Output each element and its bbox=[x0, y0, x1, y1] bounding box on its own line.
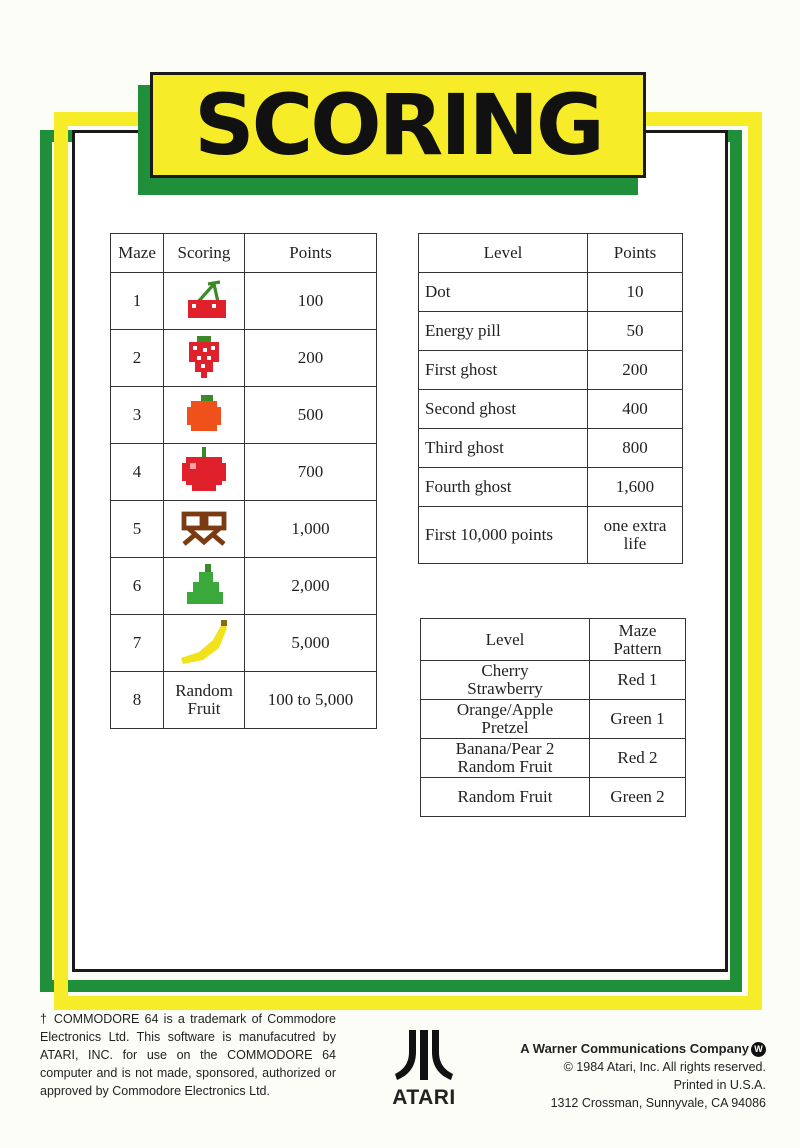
level-name: Dot bbox=[419, 273, 588, 312]
table-row bbox=[421, 700, 686, 739]
points-value: 1,600 bbox=[588, 468, 683, 507]
pear-icon bbox=[183, 564, 225, 608]
fruit-cell bbox=[164, 615, 245, 672]
maze-number: 3 bbox=[111, 387, 164, 444]
fruit-scoring-table bbox=[110, 233, 377, 729]
company-name: A Warner Communications Company bbox=[520, 1041, 749, 1056]
trademark-notice: † COMMODORE 64 is a trademark of Commodore Electronics Ltd. This software is manufacutred by ATARI, INC. for use on the COMMODORE 64 computer and is not made, sponsored, authorized or approved by Commodore Electronics Ltd. bbox=[40, 1012, 336, 1098]
level-name: First ghost bbox=[419, 351, 588, 390]
column-header-scoring: Scoring bbox=[164, 234, 245, 273]
maze-pattern: Red 2 bbox=[590, 739, 686, 778]
level-name: Second ghost bbox=[419, 390, 588, 429]
table-header-row bbox=[421, 619, 686, 661]
maze-pattern: Green 1 bbox=[590, 700, 686, 739]
company-line bbox=[486, 1040, 766, 1058]
table-row bbox=[111, 558, 377, 615]
points-value: 50 bbox=[588, 312, 683, 351]
copyright: © 1984 Atari, Inc. All rights reserved. bbox=[563, 1060, 766, 1074]
table-row bbox=[421, 778, 686, 817]
points-value: 200 bbox=[245, 330, 377, 387]
maze-pattern: Red 1 bbox=[590, 661, 686, 700]
points-value: 100 bbox=[245, 273, 377, 330]
level-name: Third ghost bbox=[419, 429, 588, 468]
table-row bbox=[111, 387, 377, 444]
points-value: 5,000 bbox=[245, 615, 377, 672]
level-name: Random Fruit bbox=[421, 778, 590, 817]
page-title: SCORING bbox=[194, 76, 602, 174]
table-header-row bbox=[419, 234, 683, 273]
fruit-cell bbox=[164, 444, 245, 501]
table-row bbox=[111, 501, 377, 558]
table-row bbox=[419, 312, 683, 351]
maze-pattern-table bbox=[420, 618, 686, 817]
points-value: 10 bbox=[588, 273, 683, 312]
table-row bbox=[419, 390, 683, 429]
strawberry-icon bbox=[183, 336, 225, 380]
fruit-cell bbox=[164, 501, 245, 558]
fruit-cell bbox=[164, 387, 245, 444]
table-row bbox=[419, 507, 683, 564]
points-value: one extra life bbox=[588, 507, 683, 564]
apple-icon bbox=[180, 447, 228, 497]
column-header-points: Points bbox=[588, 234, 683, 273]
ghost-points-table bbox=[418, 233, 683, 564]
banana-icon bbox=[179, 620, 229, 666]
title-banner bbox=[150, 72, 646, 178]
column-header-level: Level bbox=[421, 619, 590, 661]
logo-wordmark: ATARI bbox=[392, 1086, 456, 1109]
level-name: Banana/Pear 2 Random Fruit bbox=[421, 739, 590, 778]
maze-number: 1 bbox=[111, 273, 164, 330]
fruit-cell bbox=[164, 330, 245, 387]
maze-number: 7 bbox=[111, 615, 164, 672]
table-row bbox=[111, 672, 377, 729]
table-row bbox=[419, 273, 683, 312]
address: 1312 Crossman, Sunnyvale, CA 94086 bbox=[550, 1096, 766, 1110]
maze-number: 6 bbox=[111, 558, 164, 615]
table-row bbox=[421, 661, 686, 700]
table-row bbox=[111, 444, 377, 501]
table-row bbox=[419, 429, 683, 468]
level-name: Fourth ghost bbox=[419, 468, 588, 507]
points-value: 700 bbox=[245, 444, 377, 501]
warner-logo-icon: W bbox=[751, 1042, 766, 1057]
points-value: 2,000 bbox=[245, 558, 377, 615]
level-name: Orange/Apple Pretzel bbox=[421, 700, 590, 739]
points-value: 400 bbox=[588, 390, 683, 429]
cherry-icon bbox=[180, 280, 228, 322]
points-value: 200 bbox=[588, 351, 683, 390]
points-value: 800 bbox=[588, 429, 683, 468]
column-header-level: Level bbox=[419, 234, 588, 273]
column-header-points: Points bbox=[245, 234, 377, 273]
table-row bbox=[419, 351, 683, 390]
table-row bbox=[111, 330, 377, 387]
column-header-maze: Maze bbox=[111, 234, 164, 273]
fruit-cell bbox=[164, 273, 245, 330]
table-row bbox=[111, 273, 377, 330]
maze-number: 4 bbox=[111, 444, 164, 501]
fruit-cell bbox=[164, 558, 245, 615]
fuji-icon bbox=[395, 1030, 453, 1080]
table-row bbox=[111, 615, 377, 672]
maze-number: 2 bbox=[111, 330, 164, 387]
level-name: Cherry Strawberry bbox=[421, 661, 590, 700]
maze-pattern: Green 2 bbox=[590, 778, 686, 817]
maze-number: 5 bbox=[111, 501, 164, 558]
table-row bbox=[419, 468, 683, 507]
random-fruit-label: Random Fruit bbox=[164, 672, 245, 729]
pretzel-icon bbox=[180, 510, 228, 548]
table-row bbox=[421, 739, 686, 778]
column-header-maze-pattern: Maze Pattern bbox=[590, 619, 686, 661]
atari-logo bbox=[384, 1030, 464, 1110]
publisher-info bbox=[486, 1040, 766, 1112]
points-value: 100 to 5,000 bbox=[245, 672, 377, 729]
printed-in: Printed in U.S.A. bbox=[673, 1078, 766, 1092]
points-value: 1,000 bbox=[245, 501, 377, 558]
points-value: 500 bbox=[245, 387, 377, 444]
table-header-row bbox=[111, 234, 377, 273]
orange-icon bbox=[183, 395, 225, 435]
level-name: Energy pill bbox=[419, 312, 588, 351]
level-name: First 10,000 points bbox=[419, 507, 588, 564]
maze-number: 8 bbox=[111, 672, 164, 729]
